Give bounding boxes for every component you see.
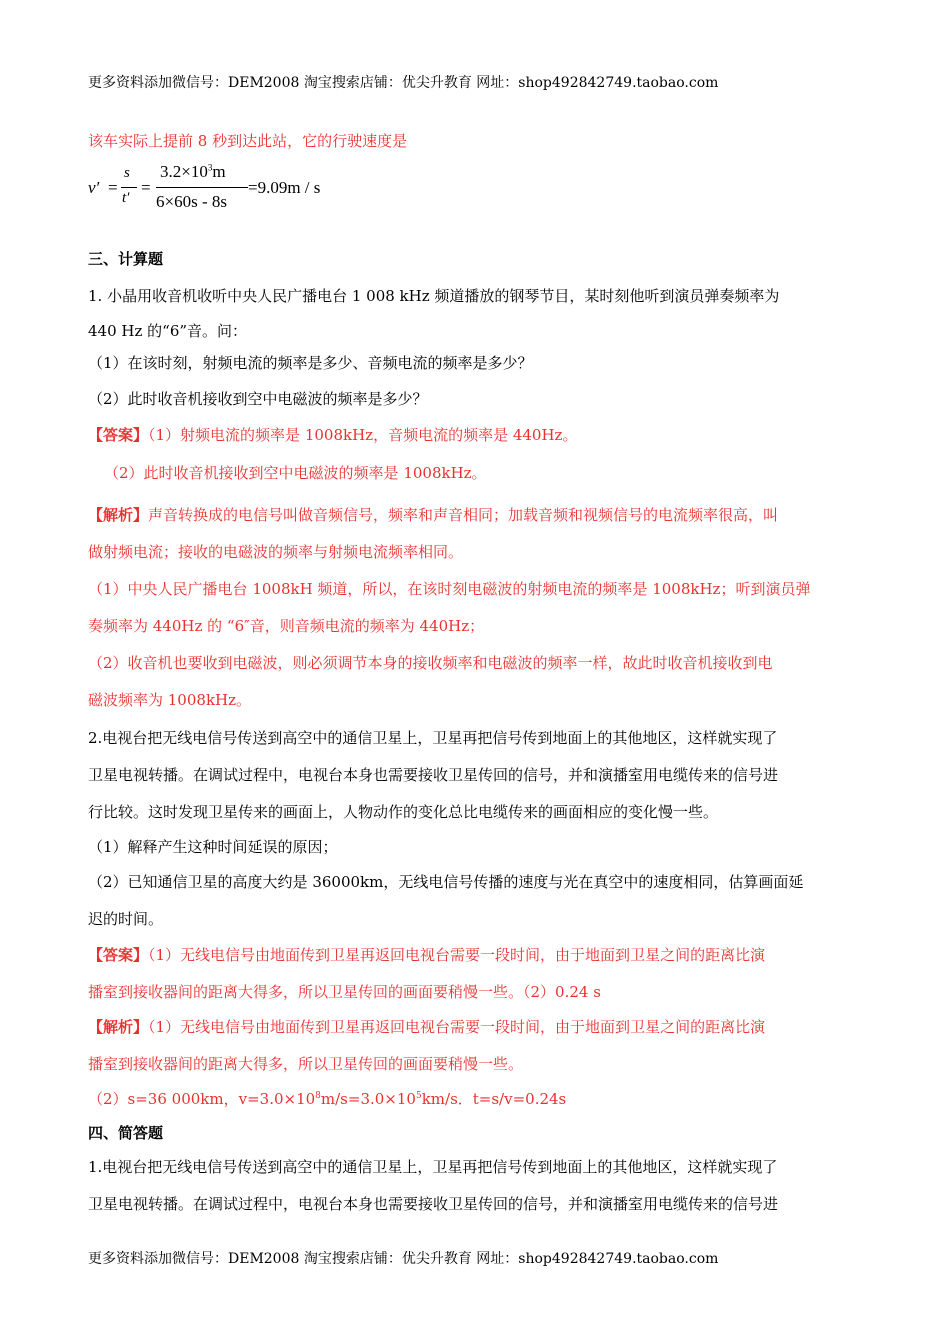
q1-answer xyxy=(88,424,577,445)
q2-exp2-pre: （2）s=36 000km，v=3.0×10 xyxy=(88,1090,316,1108)
q2-exp-tag: 【解析】 xyxy=(88,1018,149,1036)
q1-sub2: （2）此时收音机接收到空中电磁波的频率是多少？ xyxy=(88,390,428,408)
formula-num-exp: 3 xyxy=(207,162,213,173)
q2-exp2 xyxy=(88,1088,566,1109)
q2-exp1b: 播室到接收器间的距离大得多，所以卫星传回的画面要稍慢一些。 xyxy=(88,1055,524,1073)
q2-line1: 2.电视台把无线电信号传送到高空中的通信卫星上，卫星再把信号传到地面上的其他地区，这样就实现了 xyxy=(88,729,778,747)
q1-exp-tag: 【解析】 xyxy=(88,506,149,524)
q2-sub2b: 迟的时间。 xyxy=(88,910,164,928)
q1-exp2a: （1）中央人民广播电台 1008kH 频道，所以，在该时刻电磁波的射频电流的频率是 1008kHz；听到演员弹 xyxy=(88,580,811,598)
q2-answer-tag: 【答案】 xyxy=(88,946,149,964)
s4-q1-line2: 卫星电视转播。在调试过程中，电视台本身也需要接收卫星传回的信号，并和演播室用电缆传来的信号进 xyxy=(88,1195,779,1213)
q1-line2: 440 Hz 的“6”音。问： xyxy=(88,322,248,340)
formula-eq2: = xyxy=(141,178,151,197)
formula-result: =9.09m / s xyxy=(248,178,321,197)
section4-title: 四、简答题 xyxy=(88,1124,164,1142)
formula-frac1-bar xyxy=(121,187,137,188)
q2-exp2-e2: 5 xyxy=(415,1091,422,1101)
intro-line: 该车实际上提前 8 秒到达此站，它的行驶速度是 xyxy=(88,132,408,150)
q1-answer-2: （2）此时收音机接收到空中电磁波的频率是 1008kHz。 xyxy=(104,464,487,482)
q2-exp1a: （1）无线电信号由地面传到卫星再返回电视台需要一段时间，由于地面到卫星之间的距离比演 xyxy=(148,1018,766,1036)
q1-exp3b: 磁波频率为 1008kHz。 xyxy=(88,691,252,709)
q2-ans1a: （1）无线电信号由地面传到卫星再返回电视台需要一段时间，由于地面到卫星之间的距离比演 xyxy=(148,946,766,964)
velocity-formula xyxy=(88,160,388,220)
formula-frac2-bar xyxy=(156,187,248,188)
q2-line2: 卫星电视转播。在调试过程中，电视台本身也需要接收卫星传回的信号，并和演播室用电缆传来的信号进 xyxy=(88,766,779,784)
q1-exp1a: 声音转换成的电信号叫做音频信号，频率和声音相同；加载音频和视频信号的电流频率很高，叫 xyxy=(148,506,779,524)
formula-denominator: 6×60s - 8s xyxy=(156,192,227,211)
q1-line1: 1. 小晶用收音机收听中央人民广播电台 1 008 kHz 频道播放的钢琴节目，某时刻他听到演员弹奏频率为 xyxy=(88,287,780,305)
q2-explanation xyxy=(88,1016,765,1037)
page-footer: 更多资料添加微信号：DEM2008 淘宝搜索店铺：优尖升教育 网址：shop492842749.taobao.com xyxy=(88,1251,719,1267)
formula-s: s xyxy=(124,165,130,181)
q1-exp2b: 奏频率为 440Hz 的 “6″音，则音频电流的频率为 440Hz； xyxy=(88,617,485,635)
formula-numerator xyxy=(160,162,226,182)
formula-eq1: = xyxy=(108,178,118,197)
q1-answer-1: （1）射频电流的频率是 1008kHz，音频电流的频率是 440Hz。 xyxy=(148,426,578,444)
section3-title: 三、计算题 xyxy=(88,250,164,268)
q2-exp2-e1: 8 xyxy=(315,1091,321,1101)
formula-t: t′ xyxy=(122,190,130,206)
page-header: 更多资料添加微信号：DEM2008 淘宝搜索店铺：优尖升教育 网址：shop492842749.taobao.com xyxy=(88,75,719,91)
formula-v: v′ xyxy=(88,178,100,197)
q1-answer-tag: 【答案】 xyxy=(88,426,149,444)
q1-exp3a: （2）收音机也要收到电磁波，则必须调节本身的接收频率和电磁波的频率一样，故此时收音机接收到电 xyxy=(88,654,773,672)
q2-sub2a: （2）已知通信卫星的高度大约是 36000km，无线电信号传播的速度与光在真空中的速度相同，估算画面延 xyxy=(88,873,804,891)
q2-exp2-post: km/s．t=s/v=0.24s xyxy=(421,1090,567,1108)
q1-sub1: （1）在该时刻，射频电流的频率是多少、音频电流的频率是多少？ xyxy=(88,354,533,372)
q1-exp1b: 做射频电流；接收的电磁波的频率与射频电流频率相同。 xyxy=(88,543,464,561)
q2-exp2-mid: m/s=3.0×10 xyxy=(320,1090,416,1108)
q2-sub1: （1）解释产生这种时间延误的原因； xyxy=(88,838,338,856)
q2-answer xyxy=(88,944,765,965)
q2-ans1b: 播室到接收器间的距离大得多，所以卫星传回的画面要稍慢一些。（2）0.24 s xyxy=(88,983,601,1001)
s4-q1-line1: 1.电视台把无线电信号传送到高空中的通信卫星上，卫星再把信号传到地面上的其他地区，这样就实现了 xyxy=(88,1158,778,1176)
q1-explanation xyxy=(88,504,778,525)
formula-num-unit: m xyxy=(212,162,226,181)
formula-num: 3.2×10 xyxy=(160,162,208,181)
q2-line3: 行比较。这时发现卫星传来的画面上，人物动作的变化总比电缆传来的画面相应的变化慢一些。 xyxy=(88,803,719,821)
